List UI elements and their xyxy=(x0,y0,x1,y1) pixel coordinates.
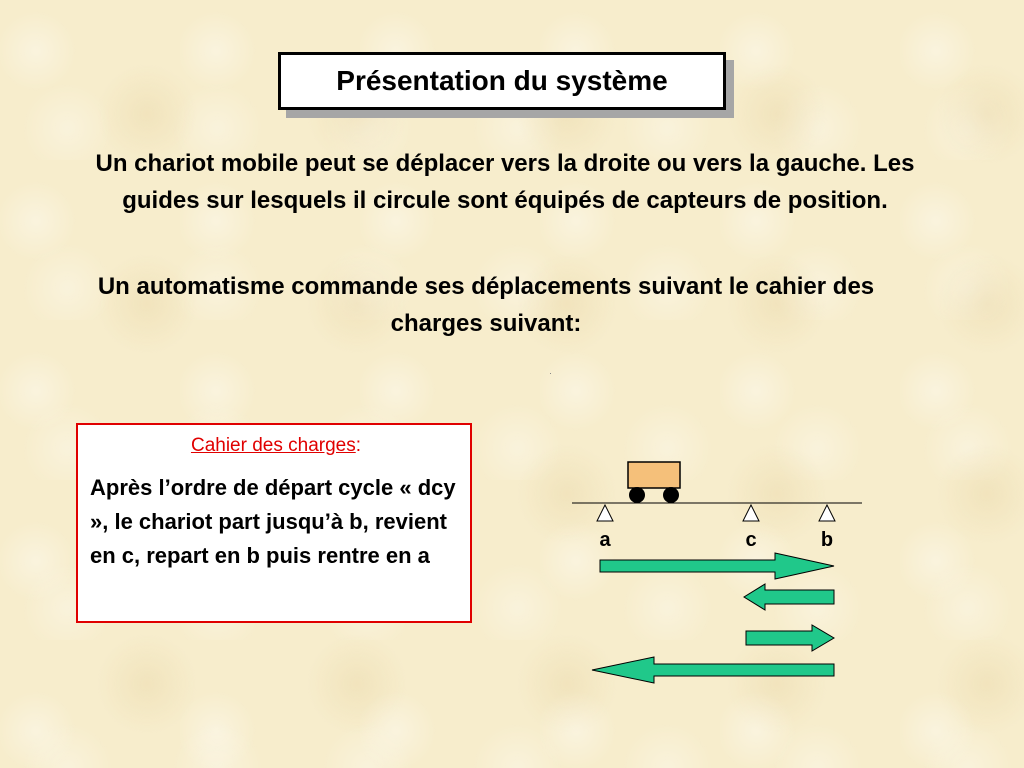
slide-title xyxy=(278,52,726,110)
stray-dot xyxy=(550,373,551,374)
arrow-c-to-b xyxy=(746,625,834,651)
cart-wheel-left xyxy=(629,487,645,503)
cahier-title-colon: : xyxy=(355,435,362,456)
sensor-b-label: b xyxy=(820,529,834,551)
arrow-b-to-a xyxy=(592,657,834,683)
automation-paragraph: Un automatisme commande ses déplacements suivant le cahier des charges suivant: xyxy=(97,273,875,337)
sensor-b-icon xyxy=(819,505,835,521)
cahier-text: Après l’ordre de départ cycle « dcy », le chariot part jusqu’à b, revient en c, repart en b puis rentre en a xyxy=(90,475,456,568)
cahier-title-label: Cahier des charges xyxy=(190,435,356,456)
arrow-b-to-c xyxy=(744,584,834,610)
cahier-des-charges-box xyxy=(76,423,472,623)
slide-title-text: Présentation du système xyxy=(336,65,668,96)
cart-body xyxy=(628,462,680,488)
intro-paragraph: Un chariot mobile peut se déplacer vers la droite ou vers la gauche. Les guides sur lesquels il circule sont équipés de capteurs de position. xyxy=(95,150,915,214)
sensor-c-icon xyxy=(743,505,759,521)
sensor-a-icon xyxy=(597,505,613,521)
arrow-a-to-b xyxy=(600,553,834,579)
sensor-a-label: a xyxy=(599,529,611,551)
cart-wheel-right xyxy=(663,487,679,503)
cahier-title xyxy=(90,435,462,457)
sensor-c-label: c xyxy=(745,529,757,551)
